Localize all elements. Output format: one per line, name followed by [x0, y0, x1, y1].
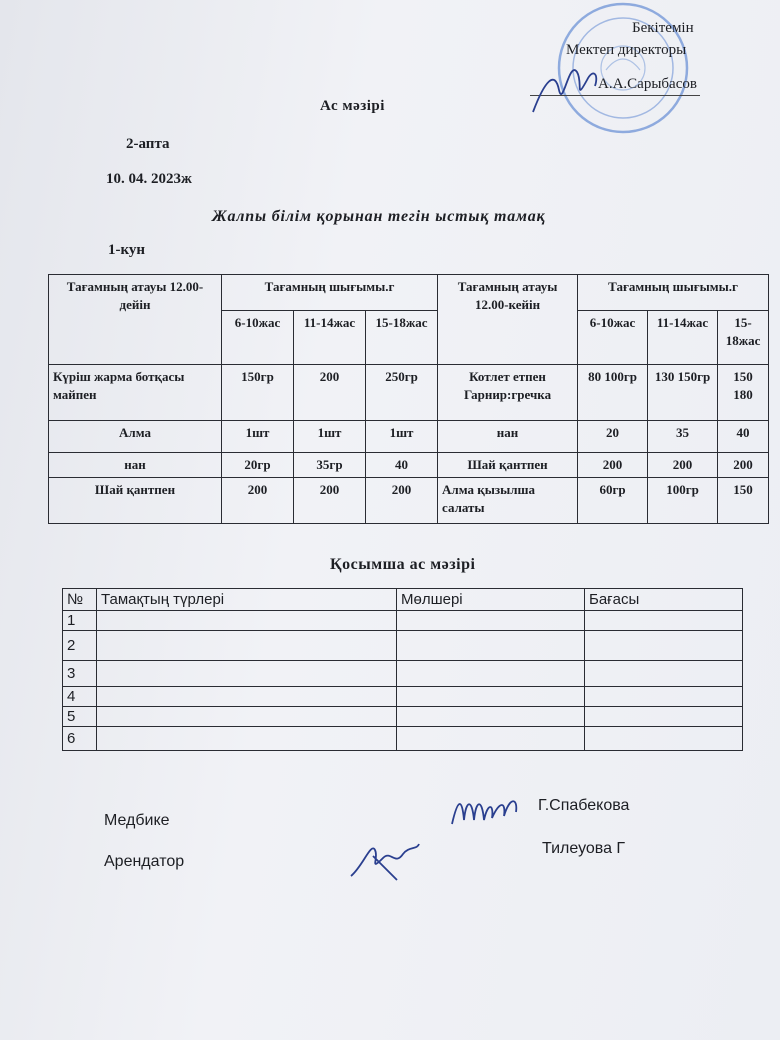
yield-cell: 150 180: [718, 365, 769, 421]
table-row: [63, 727, 743, 751]
nurse-signature-icon: [448, 790, 528, 830]
day-label: 1-кун: [108, 242, 146, 258]
dish-after: Алма қызылша салаты: [438, 478, 578, 524]
header-age-15-18-after: 15-18жас: [718, 311, 769, 365]
header-age-6-10-after: 6-10жас: [578, 311, 648, 365]
menu-table: [48, 274, 769, 524]
dish-before: нан: [49, 453, 222, 478]
tenant-label: Арендатор: [104, 853, 185, 870]
extra-header-food: Тамақтың түрлері: [97, 589, 397, 611]
yield-cell: 150гр: [222, 365, 294, 421]
page-title: Ас мәзірі: [320, 98, 385, 114]
extra-header-amount: Мөлшері: [397, 589, 585, 611]
menu-heading: Жалпы білім қорынан тегін ыстық тамақ: [212, 208, 546, 225]
table-row: [63, 707, 743, 727]
director-signature-icon: [525, 50, 605, 120]
yield-cell: 200: [222, 478, 294, 524]
table-row: [49, 421, 769, 453]
table-row: [63, 611, 743, 631]
table-row: [49, 365, 769, 421]
header-age-15-18: 15-18жас: [366, 311, 438, 365]
row-number: 2: [63, 631, 97, 661]
tenant-signature-icon: [345, 836, 425, 886]
yield-cell: 35: [648, 421, 718, 453]
yield-cell: 60гр: [578, 478, 648, 524]
dish-after: нан: [438, 421, 578, 453]
table-row: [49, 453, 769, 478]
approval-line-2: Мектеп директоры: [566, 42, 687, 58]
yield-cell: 200: [294, 478, 366, 524]
header-yield-after: Тағамның шығымы.г: [578, 275, 769, 311]
dish-before: Шай қантпен: [49, 478, 222, 524]
yield-cell: 130 150гр: [648, 365, 718, 421]
extra-header-number: №: [63, 589, 97, 611]
yield-cell: 200: [718, 453, 769, 478]
header-name-before: Тағамның атауы 12.00-дейін: [49, 275, 222, 365]
date-label: 10. 04. 2023ж: [106, 171, 192, 187]
header-yield-before: Тағамның шығымы.г: [222, 275, 438, 311]
yield-cell: 200: [366, 478, 438, 524]
dish-before: Күріш жарма ботқасы майпен: [49, 365, 222, 421]
row-number: 5: [63, 707, 97, 727]
yield-cell: 35гр: [294, 453, 366, 478]
yield-cell: 1шт: [366, 421, 438, 453]
table-row: [63, 631, 743, 661]
nurse-label: Медбике: [104, 812, 170, 829]
yield-cell: 1шт: [294, 421, 366, 453]
week-label: 2-апта: [126, 136, 170, 152]
nurse-name: Г.Спабекова: [538, 797, 630, 814]
yield-cell: 200: [578, 453, 648, 478]
yield-cell: 40: [366, 453, 438, 478]
extra-header-price: Бағасы: [585, 589, 743, 611]
row-number: 6: [63, 727, 97, 751]
header-age-6-10: 6-10жас: [222, 311, 294, 365]
extra-menu-table: [62, 588, 743, 751]
dish-before: Алма: [49, 421, 222, 453]
table-row: [63, 661, 743, 687]
dish-after: Шай қантпен: [438, 453, 578, 478]
yield-cell: 1шт: [222, 421, 294, 453]
yield-cell: 40: [718, 421, 769, 453]
row-number: 4: [63, 687, 97, 707]
yield-cell: 20гр: [222, 453, 294, 478]
yield-cell: 200: [648, 453, 718, 478]
dish-after: Котлет етпен Гарнир:гречка: [438, 365, 578, 421]
yield-cell: 200: [294, 365, 366, 421]
header-age-11-14-after: 11-14жас: [648, 311, 718, 365]
row-number: 3: [63, 661, 97, 687]
table-row: [63, 687, 743, 707]
yield-cell: 80 100гр: [578, 365, 648, 421]
yield-cell: 100гр: [648, 478, 718, 524]
yield-cell: 150: [718, 478, 769, 524]
yield-cell: 250гр: [366, 365, 438, 421]
approval-line-3: А.А.Сарыбасов: [598, 76, 697, 92]
header-age-11-14: 11-14жас: [294, 311, 366, 365]
row-number: 1: [63, 611, 97, 631]
table-row: [49, 478, 769, 524]
yield-cell: 20: [578, 421, 648, 453]
tenant-name: Тилеуова Г: [542, 840, 626, 857]
header-name-after: Тағамның атауы 12.00-кейін: [438, 275, 578, 365]
extra-menu-title: Қосымша ас мәзірі: [330, 556, 476, 573]
approval-line-1: Бекітемін: [632, 20, 694, 36]
